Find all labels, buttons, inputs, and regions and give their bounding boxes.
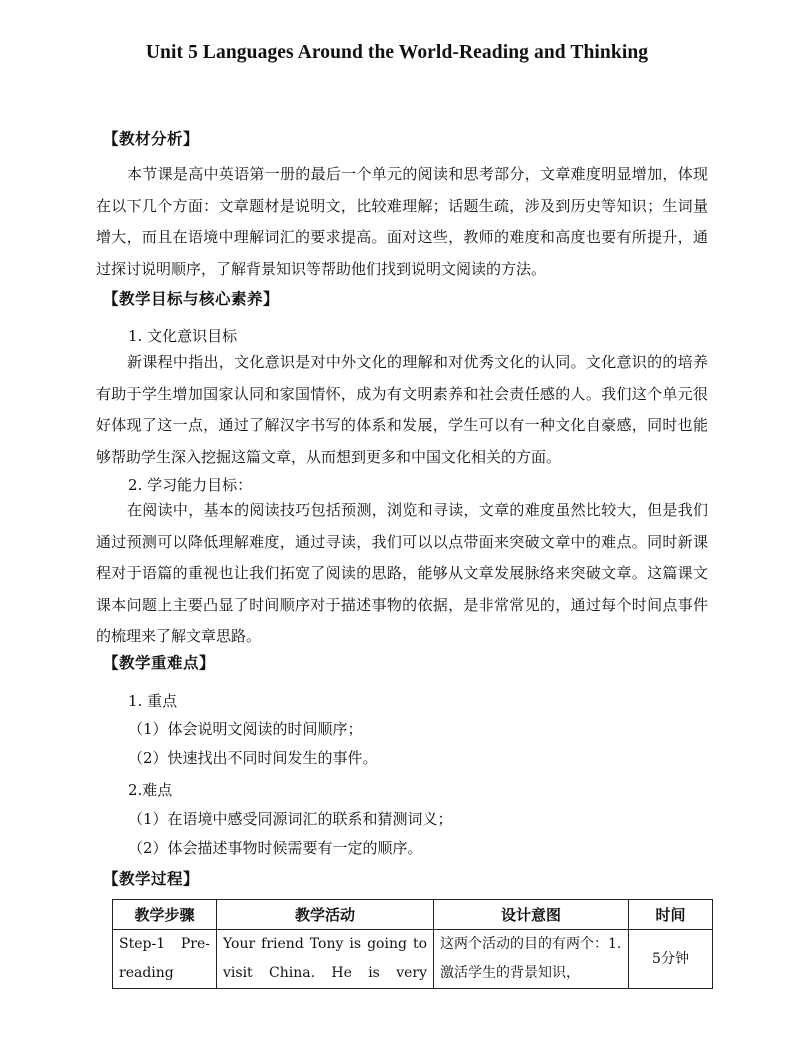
objective-1-paragraph: 新课程中指出，文化意识是对中外文化的理解和对优秀文化的认同。文化意识的的培养有助于学生增加国家认同和家国情怀，成为有文明素养和社会责任感的人。我们这个单元很好体现了这一点，通过了解汉字书写的体系和发展，学生可以有一种文化自豪感，同时也能够帮助学生深入挖掘这篇文章，从而想到更多和中国文化相关的方面。 bbox=[96, 353, 708, 466]
time-cell: 5分钟 bbox=[629, 930, 713, 989]
objective-2-title: 2. 学习能力目标： bbox=[128, 476, 253, 494]
key-point-2: （2）快速找出不同时间发生的事件。 bbox=[128, 749, 378, 767]
activity-cell: Your friend Tony is going to visit China. He is very bbox=[217, 930, 434, 989]
section-heading-analysis: 【教材分析】 bbox=[103, 129, 200, 148]
difficult-point-1: （1）在语境中感受同源词汇的联系和猜测词义； bbox=[128, 810, 453, 828]
section-heading-objectives: 【教学目标与核心素养】 bbox=[103, 289, 280, 308]
objective-2-paragraph: 在阅读中，基本的阅读技巧包括预测，浏览和寻读，文章的难度虽然比较大，但是我们通过预测可以降低理解难度，通过寻读，我们可以以点带面来突破文章中的难点。同时新课程对于语篇的重视也让我们拓宽了阅读的思路，能够从文章发展脉络来突破文章。这篇课文课本问题上主要凸显了时间顺序对于描述事物的依据，是非常常见的，通过每个时间点事件的梳理来了解文章思路。 bbox=[96, 501, 708, 645]
document-title: Unit 5 Languages Around the World-Reading and Thinking bbox=[145, 42, 649, 63]
step-cell: Step-1 Pre-reading bbox=[113, 930, 217, 989]
objective-1-title: 1. 文化意识目标 bbox=[128, 327, 238, 345]
section-heading-process: 【教学过程】 bbox=[103, 869, 200, 888]
table-header-activity: 教学活动 bbox=[217, 900, 434, 930]
key-points-title: 1. 重点 bbox=[128, 692, 178, 710]
difficult-point-2: （2）体会描述事物时候需要有一定的顺序。 bbox=[128, 839, 423, 857]
section-heading-keypoints: 【教学重难点】 bbox=[103, 653, 216, 672]
intent-cell: 这两个活动的目的有两个：1. 激活学生的背景知识， bbox=[434, 930, 629, 989]
table-header-time: 时间 bbox=[629, 900, 713, 930]
table-row bbox=[113, 930, 713, 989]
difficult-points-title: 2.难点 bbox=[128, 781, 173, 799]
table-header-intent: 设计意图 bbox=[434, 900, 629, 930]
analysis-paragraph: 本节课是高中英语第一册的最后一个单元的阅读和思考部分，文章难度明显增加，体现在以下几个方面：文章题材是说明文，比较难理解；话题生疏，涉及到历史等知识；生词量增大，而且在语境中理解词汇的要求提高。面对这些，教师的难度和高度也要有所提升，通过探讨说明顺序，了解背景知识等帮助他们找到说明文阅读的方法。 bbox=[96, 165, 708, 278]
table-header-row bbox=[113, 900, 713, 930]
teaching-process-table bbox=[112, 899, 713, 989]
key-point-1: （1）体会说明文阅读的时间顺序； bbox=[128, 720, 363, 738]
table-header-step: 教学步骤 bbox=[113, 900, 217, 930]
